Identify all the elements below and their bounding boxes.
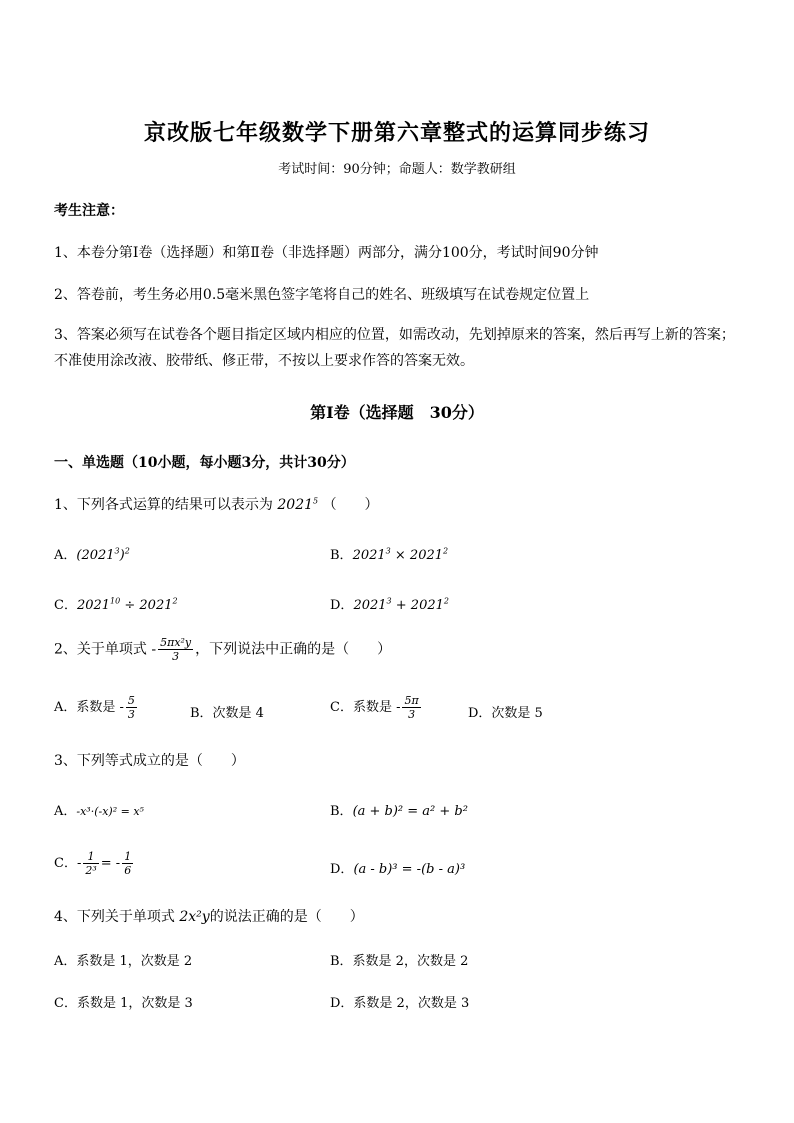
question-4-stem: 4、下列关于单项式 2x²y的说法正确的是（ ） bbox=[54, 909, 364, 925]
page-subtitle: 考试时间：90分钟；命题人：数学教研组 bbox=[278, 162, 516, 177]
q2-option-b[interactable]: B．次数是 4 bbox=[190, 706, 264, 721]
q1-prefix: 1、下列各式运算的结果可以表示为 bbox=[54, 497, 273, 513]
q1-expr: 2021$^5$ bbox=[277, 496, 319, 513]
question-1-stem bbox=[54, 494, 379, 514]
notice-item-2: 2、答卷前，考生务必用0.5毫米黑色签字笔将自己的姓名、班级填写在试卷规定位置上 bbox=[54, 287, 590, 303]
q3-option-d[interactable]: D．(a - b)³ = -(b - a)³ bbox=[330, 862, 466, 877]
q3-option-b[interactable]: B．(a + b)² = a² + b² bbox=[330, 804, 468, 819]
q1-option-a[interactable]: A．$(2021^3)^2$ bbox=[54, 546, 130, 563]
q4-expr: 2x²y bbox=[179, 909, 210, 925]
q4-option-d[interactable]: D．系数是 2，次数是 3 bbox=[330, 996, 470, 1011]
notice-heading: 考生注意： bbox=[54, 203, 124, 219]
q1-option-d[interactable]: D．$2021^3 + 2021^2$ bbox=[330, 596, 449, 613]
section-heading: 一、单选题（10小题，每小题3分，共计30分） bbox=[54, 455, 355, 471]
page-title: 京改版七年级数学下册第六章整式的运算同步练习 bbox=[143, 120, 650, 146]
question-3-stem: 3、下列等式成立的是（ ） bbox=[54, 753, 245, 769]
part-title: 第Ⅰ卷（选择题 30分） bbox=[310, 403, 484, 422]
notice-item-3: 3、答案必须写在试卷各个题目指定区域内相应的位置，如需改动，先划掉原来的答案，然后再写上新的答案；不准使用涂改液、胶带纸、修正带，不按以上要求作答的答案无效。 bbox=[54, 327, 735, 369]
q4-option-a[interactable]: A．系数是 1，次数是 2 bbox=[54, 954, 193, 969]
q1-suffix: （ ） bbox=[322, 497, 379, 513]
notice-item-1: 1、本卷分第Ⅰ卷（选择题）和第Ⅱ卷（非选择题）两部分，满分100分，考试时间90分钟 bbox=[54, 245, 599, 261]
question-2-stem: 2、关于单项式 - $\frac{\text{5πx²y}}{3}$ ，下列说法中正确的是（ ） bbox=[54, 636, 392, 663]
q2-option-a[interactable]: A．系数是 - $\frac{5}{3}$ bbox=[54, 694, 135, 721]
q4-option-b[interactable]: B．系数是 2，次数是 2 bbox=[330, 954, 469, 969]
q4-option-c[interactable]: C．系数是 1，次数是 3 bbox=[54, 996, 193, 1011]
q2-option-d[interactable]: D．次数是 5 bbox=[468, 706, 543, 721]
q2-option-c[interactable]: C．系数是 - $\frac{5\pi}{3}$ bbox=[330, 694, 419, 721]
q1-option-b[interactable]: B．$2021^3 \times 2021^2$ bbox=[330, 546, 449, 563]
q3-option-c[interactable]: C．- $\frac{1}{\text{2³}}$ = - $\frac{1}{6}$ bbox=[54, 850, 132, 877]
q3-option-a[interactable]: A．-x³·(-x)² = x⁵ bbox=[54, 804, 144, 819]
q1-option-c[interactable]: C．$2021^{10} \div 2021^2$ bbox=[54, 596, 178, 613]
q2-fraction: $\frac{\text{5πx²y}}{3}$ bbox=[160, 636, 192, 663]
